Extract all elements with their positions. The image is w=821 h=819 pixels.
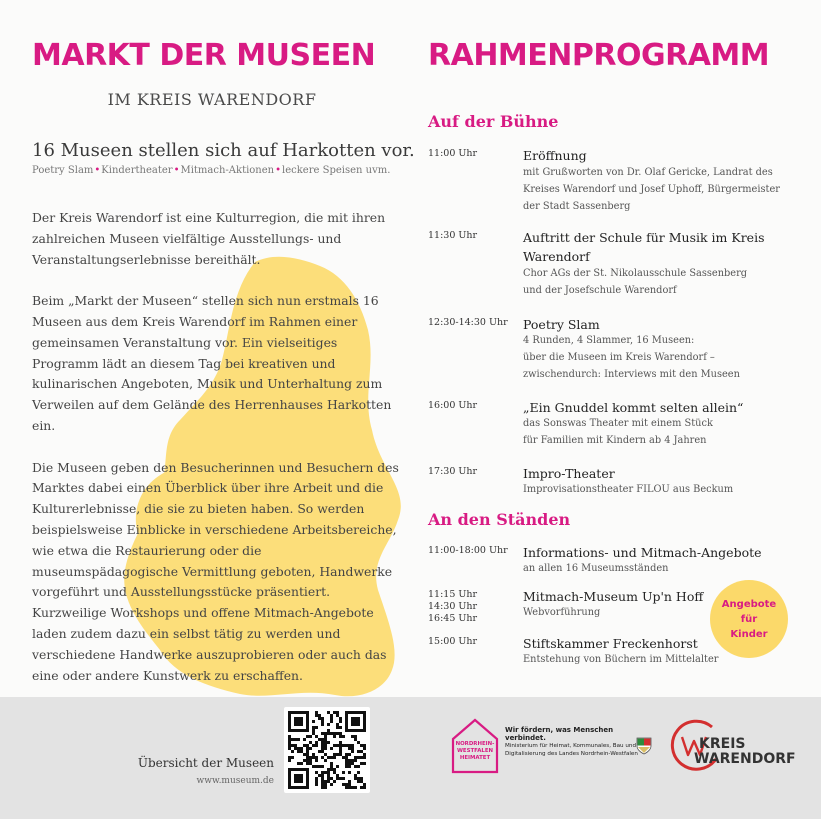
intro-paragraph: Die Museen geben den Besucherinnen und Besuchern des Marktes dabei einen Überblick über ihre Arbeit und die Kulturerlebnisse, die sie zu bieten haben. So werden beispielsweise Einblicke in verschiedene Arbeitsbereiche, wie etwa die Restaurierung oder die museumspädagogische Vermittlung geboten, Handwerke vorgeführt und Ausstellungsstücke präsentiert. Kurzweilige Workshops und offene Mitmach-Angebote laden zudem dazu ein selbst tätig zu werden und verschiedene Handwerke auszuprobieren oder auch das eine oder andere Kunstwerk zu erschaffen. (32, 459, 399, 683)
event-time-line: 11:15 Uhr (428, 589, 478, 600)
event-desc-line: über die Museen im Kreis Warendorf – (523, 352, 715, 363)
event-time: 11:30 Uhr (428, 230, 478, 241)
sponsor-ministry: Ministerium für Heimat, Kommunales, Bau und Digitalisierung des Landes Nordrhein-Westfalen (505, 743, 638, 757)
tagline-item: Kindertheater (101, 165, 173, 176)
event-name: Poetry Slam (523, 317, 600, 332)
tagline-item: leckere Speisen uvm. (282, 165, 391, 176)
nrw-logo-line: NORDRHEIN- (455, 741, 495, 747)
event-desc (523, 560, 798, 577)
stands-heading: An den Ständen (428, 510, 571, 529)
event-desc-line: und der Josefschule Warendorf (523, 285, 677, 296)
badge-line: Angebote (721, 598, 777, 610)
event-desc (523, 265, 798, 299)
kreis-logo-line: KREIS (699, 736, 746, 752)
event-time (428, 589, 520, 625)
event-name: „Ein Gnuddel kommt selten allein“ (523, 400, 744, 415)
event-desc-line: Chor AGs der St. Nikolausschule Sassenberg (523, 268, 748, 279)
event-desc (523, 332, 798, 383)
page-subtitle: IM KREIS WARENDORF (107, 90, 317, 109)
headline: 16 Museen stellen sich auf Harkotten vor. (32, 140, 415, 161)
event-name: Informations- und Mitmach-Angebote (523, 545, 762, 560)
event-name: Mitmach-Museum Up'n Hoff (523, 589, 704, 604)
page-title: MARKT DER MUSEEN (32, 38, 376, 73)
event-time: 17:30 Uhr (428, 466, 478, 477)
stage-heading: Auf der Bühne (428, 112, 559, 131)
event-time: 15:00 Uhr (428, 636, 478, 647)
event-desc-line: Webvorführung (523, 607, 601, 618)
badge-line: für (740, 613, 758, 625)
event-desc-line: Kreises Warendorf und Josef Uphoff, Bürgermeister (523, 184, 780, 195)
event-desc-line: das Sonswas Theater mit einem Stück (523, 418, 713, 429)
kreis-logo-text (694, 736, 796, 767)
overview-label: Übersicht der Museen (137, 756, 274, 770)
event-name: Impro-Theater (523, 466, 615, 481)
kids-badge (710, 580, 788, 658)
event-name: Stiftskammer Freckenhorst (523, 636, 698, 651)
event-desc-line: mit Grußworten von Dr. Olaf Gericke, Landrat des (523, 167, 773, 178)
event-desc-line: zwischendurch: Interviews mit den Museen (523, 369, 740, 380)
event-time: 11:00 Uhr (428, 148, 478, 159)
event-time: 12:30-14:30 Uhr (428, 317, 508, 328)
event-time: 16:00 Uhr (428, 400, 478, 411)
kreis-logo-line: WARENDORF (694, 751, 796, 767)
nrw-logo-line: WESTFALEN (456, 747, 494, 754)
event-time: 11:00-18:00 Uhr (428, 545, 508, 556)
nrw-crest-icon (636, 737, 652, 755)
event-desc-line: der Stadt Sassenberg (523, 201, 631, 212)
tagline (32, 165, 402, 176)
intro-paragraph: Der Kreis Warendorf ist eine Kulturregion, die mit ihren zahlreichen Museen vielfältige Ausstellungs- und Veranstaltungserlebnisse bereithält. (32, 210, 386, 267)
event-desc (523, 164, 798, 215)
event-desc-line: 4 Runden, 4 Slammer, 16 Museen: (523, 335, 695, 346)
bullet-icon: • (275, 165, 282, 176)
event-desc-line: für Familien mit Kindern ab 4 Jahren (523, 435, 707, 446)
event-name: Auftritt der Schule für Musik im Kreis Warendorf (523, 230, 765, 264)
museum-url: www.museum.de (196, 776, 274, 786)
event-name: Eröffnung (523, 148, 587, 163)
program-title: RAHMENPROGRAMM (428, 38, 770, 73)
event-desc-line: Improvisationstheater FILOU aus Beckum (523, 484, 734, 495)
footer (0, 697, 821, 819)
intro-text (32, 208, 404, 707)
event-desc-line: Entstehung von Büchern im Mittelalter (523, 654, 719, 665)
event-time-line: 16:45 Uhr (428, 613, 478, 624)
tagline-item: Poetry Slam (32, 165, 94, 176)
bullet-icon: • (173, 165, 180, 176)
event-desc-line: an allen 16 Museumsständen (523, 563, 669, 574)
nrw-logo-text (454, 741, 496, 761)
bullet-icon: • (94, 165, 101, 176)
event-time-line: 14:30 Uhr (428, 601, 478, 612)
badge-line: Kinder (730, 628, 768, 640)
qr-code-icon[interactable] (284, 707, 370, 793)
nrw-logo-line: HEIMATET (459, 754, 491, 761)
event-desc (523, 481, 798, 498)
tagline-item: Mitmach-Aktionen (180, 165, 275, 176)
sponsor-slogan: Wir fördern, was Menschen verbindet. (505, 726, 614, 742)
event-desc (523, 415, 798, 449)
intro-paragraph: Beim „Markt der Museen“ stellen sich nun erstmals 16 Museen aus dem Kreis Warendorf im Rahmen einer gemeinsamen Veranstaltung vor. Ein vielseitiges Programm lädt an diesem Tag bei kreativen und kulinarischen Angeboten, Musik und Unterhaltung zum Verweilen auf dem Gelände des Herrenhauses Harkotten ein. (32, 293, 392, 433)
